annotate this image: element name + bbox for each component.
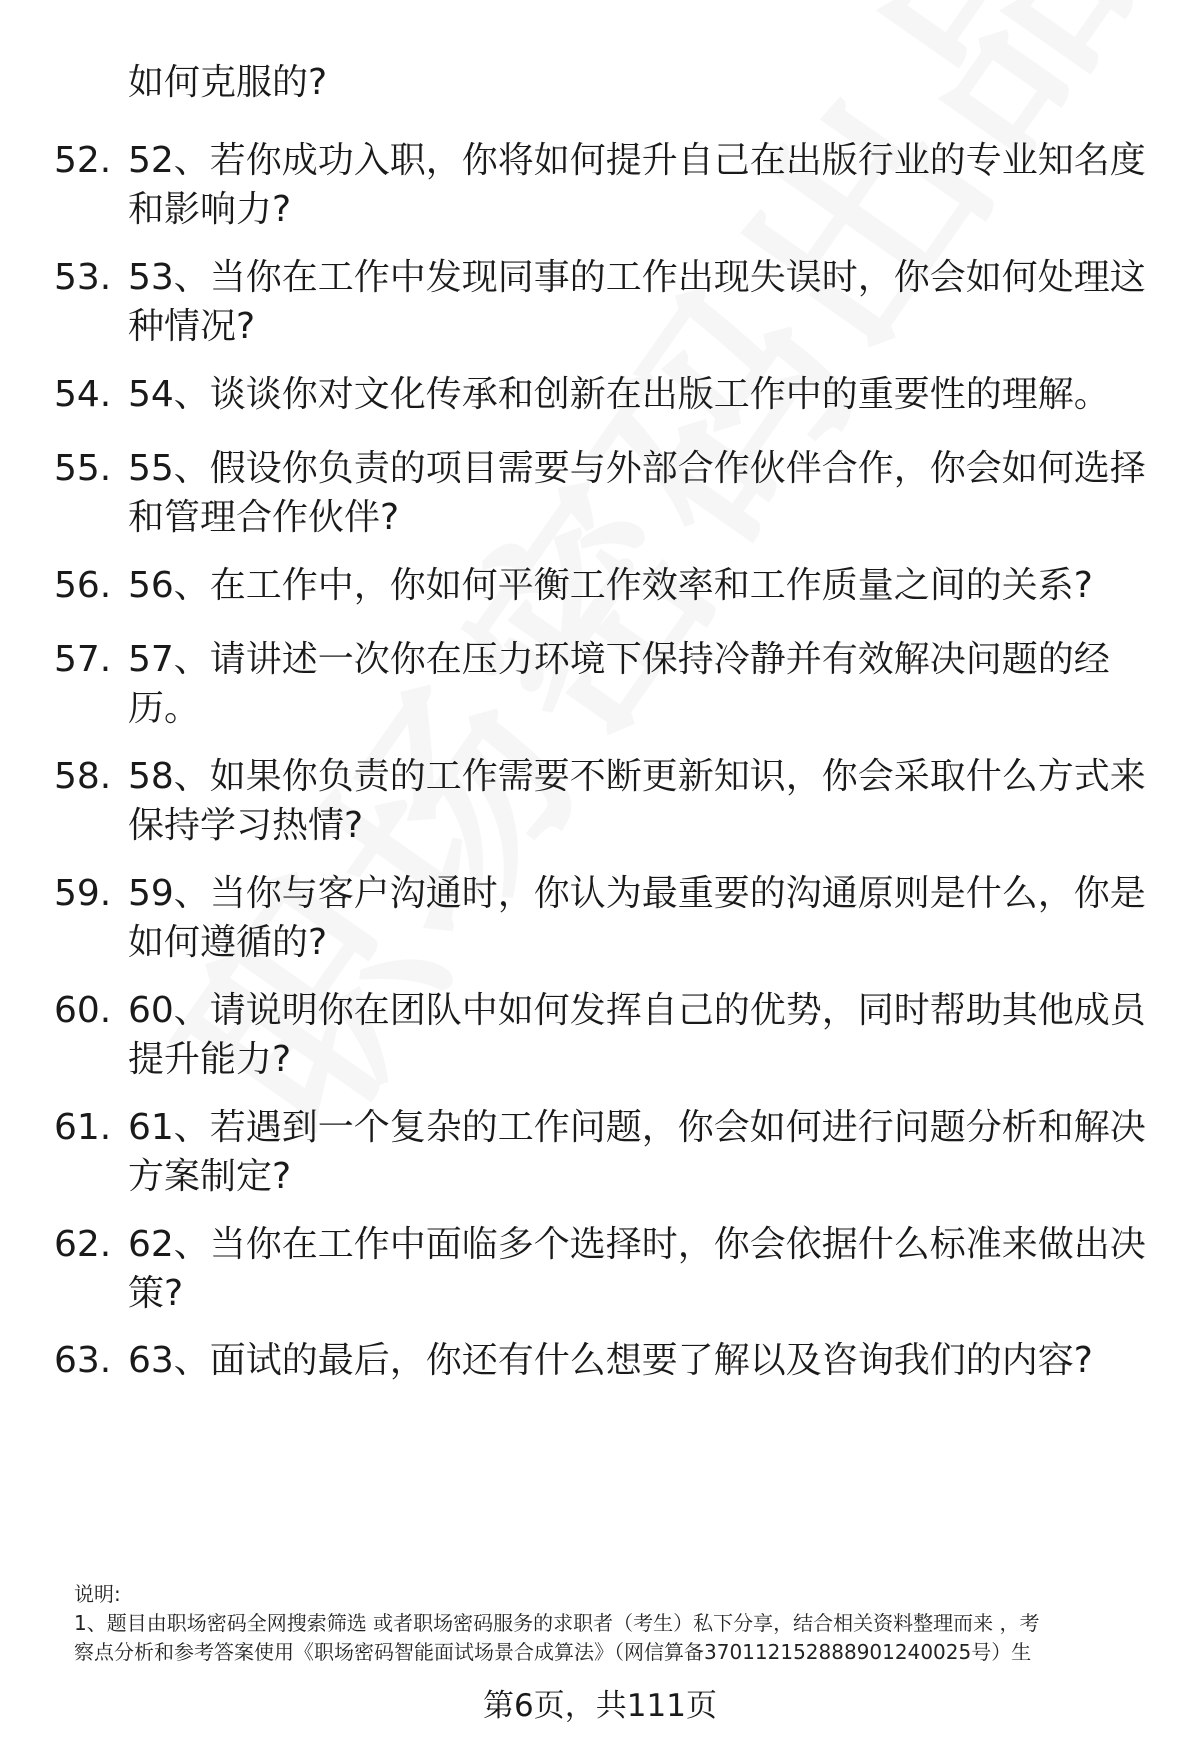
notes-line: 察点分析和参考答案使用《职场密码智能面试场景合成算法》（网信算备370112152888901240025号）生	[74, 1640, 1032, 1664]
question-number: 58.	[54, 756, 112, 797]
question-text-line: 60、请说明你在团队中如何发挥自己的优势，同时帮助其他成员	[128, 990, 1146, 1031]
question-number: 62.	[54, 1224, 112, 1265]
notes-section	[74, 1580, 1154, 1667]
question-text-line: 59、当你与客户沟通时，你认为最重要的沟通原则是什么，你是	[128, 873, 1146, 914]
question-text-line: 和影响力?	[128, 189, 292, 230]
question-text-line: 57、请讲述一次你在压力环境下保持冷静并有效解决问题的经	[128, 639, 1110, 680]
question-number: 57.	[54, 639, 112, 680]
question-number: 61.	[54, 1107, 112, 1148]
question-text-line: 62、当你在工作中面临多个选择时，你会依据什么标准来做出决	[128, 1224, 1146, 1265]
question-number: 54.	[54, 374, 112, 415]
question-text-line: 如何遵循的?	[128, 922, 328, 963]
question-number: 55.	[54, 448, 112, 489]
question-text-line: 61、若遇到一个复杂的工作问题，你会如何进行问题分析和解决	[128, 1107, 1146, 1148]
question-text-line: 和管理合作伙伴?	[128, 497, 400, 538]
question-text-line: 58、如果你负责的工作需要不断更新知识，你会采取什么方式来	[128, 756, 1146, 797]
question-text-line: 策?	[128, 1273, 184, 1314]
question-number: 53.	[54, 257, 112, 298]
question-text-line: 提升能力?	[128, 1039, 292, 1080]
question-text-line: 种情况?	[128, 306, 256, 347]
question-number: 63.	[54, 1340, 112, 1381]
question-number: 59.	[54, 873, 112, 914]
question-text-line: 56、在工作中，你如何平衡工作效率和工作质量之间的关系?	[128, 565, 1093, 606]
question-text-line: 保持学习热情?	[128, 805, 364, 846]
question-text-line: 55、假设你负责的项目需要与外部合作伙伴合作，你会如何选择	[128, 448, 1146, 489]
question-text-line: 63、面试的最后，你还有什么想要了解以及咨询我们的内容?	[128, 1340, 1093, 1381]
question-text-line: 方案制定?	[128, 1156, 292, 1197]
question-text-line: 54、谈谈你对文化传承和创新在出版工作中的重要性的理解。	[128, 374, 1110, 415]
question-text-line: 如何克服的?	[128, 62, 328, 103]
question-number: 56.	[54, 565, 112, 606]
question-number: 52.	[54, 140, 112, 181]
question-text-line: 53、当你在工作中发现同事的工作出现失误时，你会如何处理这	[128, 257, 1146, 298]
question-number: 60.	[54, 990, 112, 1031]
page-footer: 第6页，共111页	[483, 1688, 717, 1724]
notes-heading: 说明:	[74, 1582, 121, 1606]
question-text-line: 历。	[128, 688, 201, 729]
question-text-line: 52、若你成功入职，你将如何提升自己在出版行业的专业知名度	[128, 140, 1146, 181]
notes-line: 1、题目由职场密码全网搜索筛选 或者职场密码服务的求职者（考生）私下分享，结合相关资料整理而来 ，考	[74, 1611, 1040, 1635]
